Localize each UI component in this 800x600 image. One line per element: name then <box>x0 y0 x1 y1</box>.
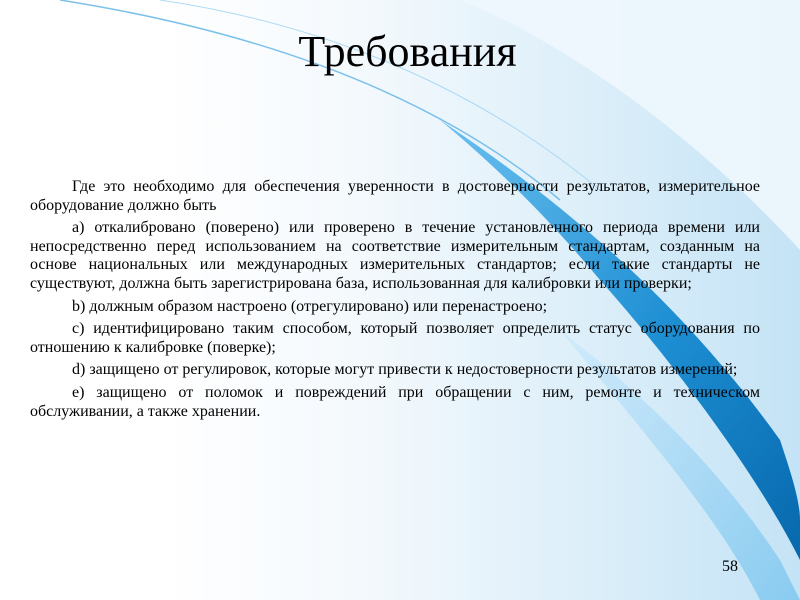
list-item-a: a) откалибровано (поверено) или проверено в течение установленного периода времени или непосредственно перед использованием на соответствие измерительным стандартам, созданным на основе национальных или международных измерительных стандартов; если такие стандарты не существуют, должна быть зарегистрирована база, использованная для калибровки или проверки; <box>30 219 760 292</box>
list-item-c: c) идентифицировано таким способом, который позволяет определить статус оборудования по отношению к калибровке (поверке); <box>30 320 760 356</box>
slide-title: Требования <box>298 27 517 76</box>
slide-body <box>30 178 760 425</box>
list-item-b: b) должным образом настроено (отрегулировано) или перенастроено; <box>72 297 548 315</box>
paragraph-intro: Где это необходимо для обеспечения уверенности в достоверности результатов, измерительное оборудование должно быть <box>30 178 760 214</box>
list-item-e: e) защищено от поломок и повреждений при обращении с ним, ремонте и техническом обслуживании, а также хранении. <box>30 383 760 420</box>
list-item-d: d) защищено от регулировок, которые могут привести к недостоверности результатов измерений; <box>72 361 738 379</box>
page-number: 58 <box>722 558 738 575</box>
